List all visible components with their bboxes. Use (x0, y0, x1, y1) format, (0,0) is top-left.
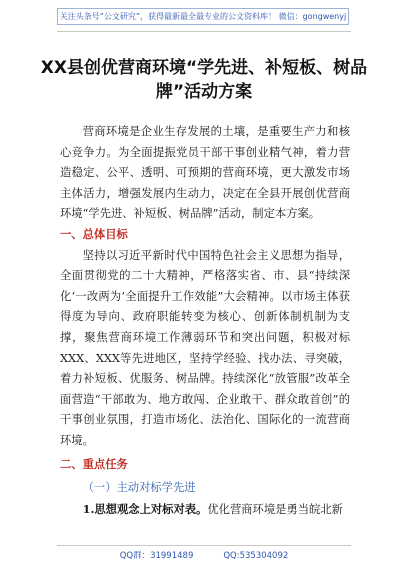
subsection-heading-1: （一）主动对标学先进 (82, 481, 196, 495)
item1-text: 优化营商环境是勇当皖北新 (207, 502, 343, 516)
item1-lead: 1.思想观念上对标对表。 (82, 501, 208, 516)
footer-qq-group: QQ群：31991489 (119, 551, 194, 561)
header-banner: 关注头条号“公文研究”，获得最新最全最专业的公文资料库！ 微信：gongwenyj (57, 8, 349, 25)
document-body (60, 122, 350, 520)
section-heading-1: 一、总体目标 (60, 227, 128, 241)
header-divider (57, 31, 351, 32)
footer-qq: QQ:535304092 (223, 551, 289, 561)
section1-paragraph: 坚持以习近平新时代中国特色社会主义思想为指导，全面贯彻党的二十大精神，严格落实省、市、县“持续深化‘一改两为’全面提升工作效能”大会精神。以市场主体获得度为导向、政府职能转变为核心、创新体制机制为支撑，聚焦营商环境工作薄弱环节和突出问题，积极对标XXX、XXX等先进地区，坚持学经验、找办法、寻突破，着力补短板、优服务、树品牌。持续深化“放管服”改革全面营造“干部敢为、地方敢闯、企业敢干、群众敢首创”的干事创业氛围，打造市场化、法治化、国际化的一流营商环境。 (60, 248, 350, 447)
footer (0, 549, 408, 561)
item1-paragraph (60, 499, 350, 521)
footer-divider (57, 545, 351, 546)
document-title: XX县创优营商环境“学先进、补短板、树品牌”活动方案 (40, 58, 368, 102)
intro-paragraph: 营商环境是企业生存发展的土壤，是重要生产力和核心竞争力。为全面提振党员干部干事创业精气神，着力营造稳定、公平、透明、可预期的营商环境，更大激发市场主体活力，增强发展内生动力，决定在全县开展创优营商环境“学先进、补短板、树品牌”活动，制定本方案。 (60, 125, 350, 221)
section-heading-2: 二、重点任务 (60, 457, 128, 471)
